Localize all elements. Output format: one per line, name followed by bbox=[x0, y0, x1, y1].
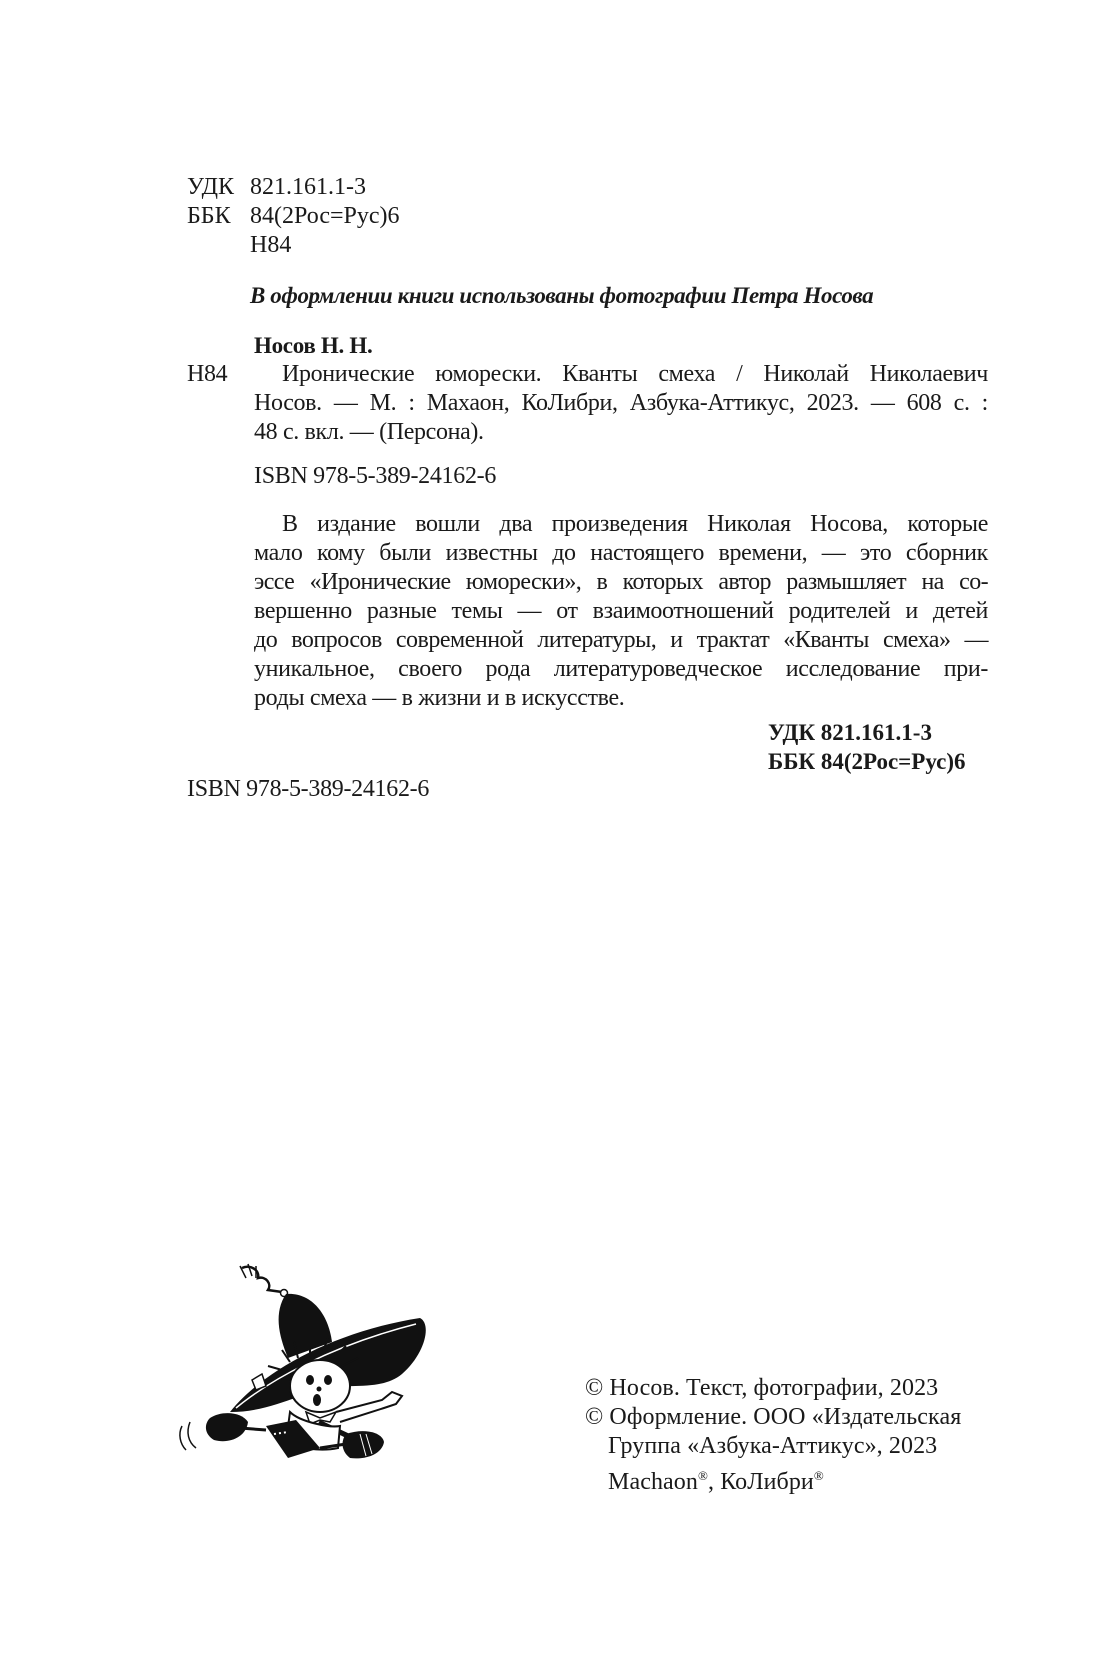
bib-line-1: Иронические юморески. Кванты смеха / Николай Николаевич bbox=[282, 361, 988, 387]
abstract-line: до вопросов современной литературы, и трактат «Кванты смеха» — bbox=[254, 627, 988, 653]
registered-mark-icon: ® bbox=[698, 1468, 708, 1483]
brand-machaon: Machaon bbox=[608, 1469, 698, 1495]
udk-label: УДК bbox=[187, 174, 234, 200]
abstract-paragraph bbox=[254, 510, 988, 713]
registered-mark-icon: ® bbox=[813, 1468, 824, 1483]
bib-author-mark: Н84 bbox=[187, 361, 228, 387]
abstract-line: В издание вошли два произведения Николая Носова, которые bbox=[282, 511, 988, 537]
abstract-bbk: ББК 84(2Рос=Рус)6 bbox=[768, 749, 966, 774]
copyright-line: © Носов. Текст, фотографии, 2023 bbox=[585, 1375, 939, 1401]
abstract-udk: УДК 821.161.1-3 bbox=[768, 720, 932, 745]
bibliographic-record bbox=[254, 360, 988, 447]
udk-value: 821.161.1-3 bbox=[250, 174, 366, 200]
record-isbn: ISBN 978-5-389-24162-6 bbox=[254, 463, 497, 489]
brand-separator: , bbox=[707, 1469, 721, 1495]
brand-kolibri: КоЛибри bbox=[720, 1469, 814, 1495]
classification-block bbox=[187, 173, 400, 260]
abstract-line: эссе «Иронические юморески», в которых автор размышляет на со- bbox=[254, 569, 988, 595]
copyright-line: © Оформление. ООО «Издательская bbox=[585, 1404, 962, 1430]
footer-isbn: ISBN 978-5-389-24162-6 bbox=[187, 776, 430, 802]
mascot-illustration-icon bbox=[170, 1262, 430, 1462]
brands-line bbox=[585, 1461, 961, 1497]
author-mark: Н84 bbox=[250, 232, 292, 258]
abstract-line: уникальное, своего рода литературоведческое исследование при- bbox=[254, 656, 988, 682]
copyright-line: Группа «Азбука-Аттикус», 2023 bbox=[608, 1433, 938, 1459]
abstract-line: роды смеха — в жизни и в искусстве. bbox=[254, 685, 625, 711]
author-heading: Носов Н. Н. bbox=[254, 333, 373, 358]
abstract-line: мало кому были известны до настоящего времени, — это сборник bbox=[254, 540, 988, 566]
bib-line-3: 48 с. вкл. — (Персона). bbox=[254, 419, 484, 445]
bib-line-2: Носов. — М. : Махаон, КоЛибри, Азбука-Аттикус, 2023. — 608 с. : bbox=[254, 390, 988, 416]
bbk-value: 84(2Рос=Рус)6 bbox=[250, 203, 400, 229]
bbk-label: ББК bbox=[187, 203, 231, 229]
abstract-line: вершенно разные темы — от взаимоотношений родителей и детей bbox=[254, 598, 988, 624]
copyright-block bbox=[585, 1374, 961, 1497]
photo-credit: В оформлении книги использованы фотографии Петра Носова bbox=[250, 283, 874, 308]
